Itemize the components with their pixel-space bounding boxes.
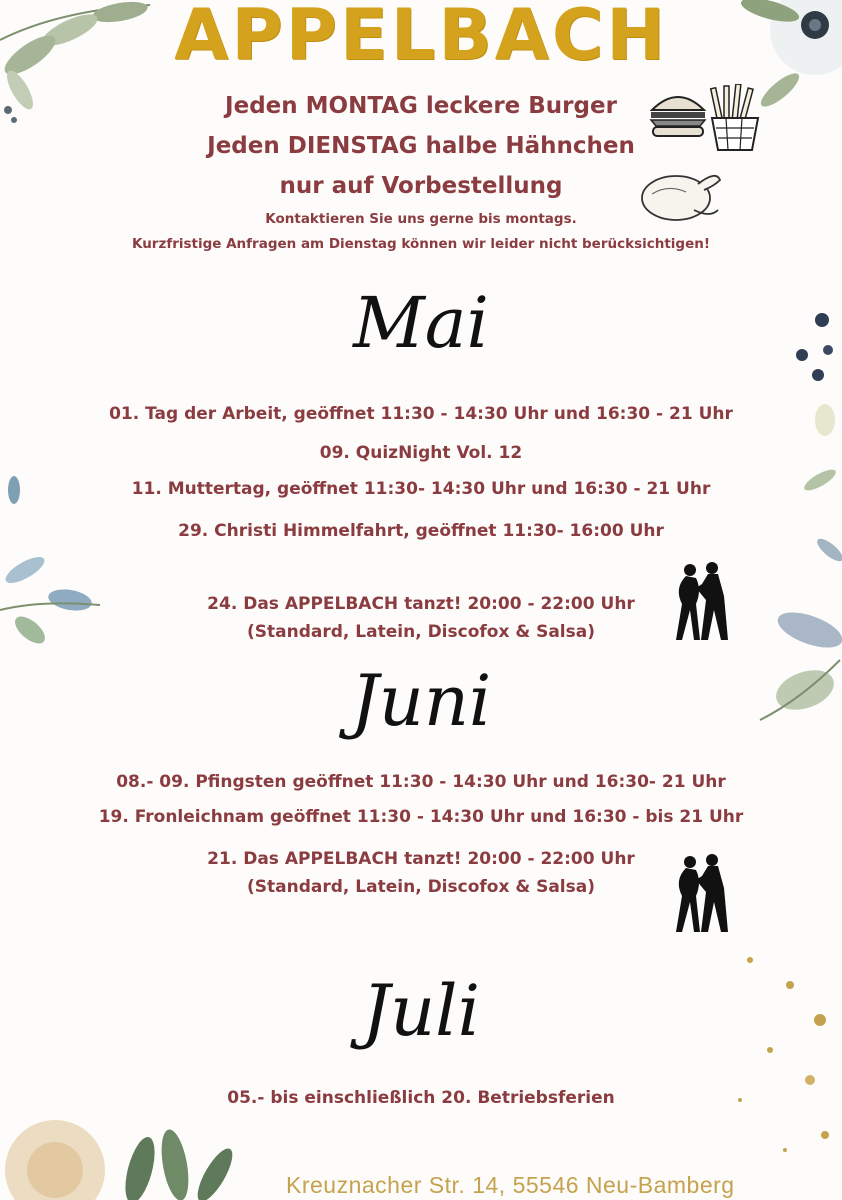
june-dance-styles: (Standard, Latein, Discofox & Salsa): [247, 877, 595, 897]
floral-bottom-left-decoration: [0, 1110, 260, 1200]
contact-note-line-2: Kurzfristige Anfragen am Dienstag können wir leider nicht berücksichtigen!: [131, 236, 711, 252]
restaurant-title: APPELBACH: [174, 0, 668, 76]
may-dance-styles: (Standard, Latein, Discofox & Salsa): [247, 622, 595, 642]
month-heading-may: Mai: [353, 282, 489, 364]
dancing-couple-icon: [668, 852, 734, 936]
month-heading-july: Juli: [362, 970, 480, 1052]
address: Kreuznacher Str. 14, 55546 Neu-Bamberg: [286, 1172, 735, 1198]
may-event-4: 29. Christi Himmelfahrt, geöffnet 11:30- 16:00 Uhr: [178, 521, 664, 541]
may-event-2: 09. QuizNight Vol. 12: [319, 443, 523, 463]
july-event-1: 05.- bis einschließlich 20. Betriebsferien: [227, 1088, 615, 1108]
june-event-1: 08.- 09. Pfingsten geöffnet 11:30 - 14:30 Uhr und 16:30- 21 Uhr: [116, 772, 726, 792]
promo-line-tuesday: Jeden DIENSTAG halbe Hähnchen: [207, 133, 635, 159]
fries-icon: [706, 84, 764, 152]
may-event-3: 11. Muttertag, geöffnet 11:30- 14:30 Uhr und 16:30 - 21 Uhr: [131, 479, 711, 499]
may-dance-event: 24. Das APPELBACH tanzt! 20:00 - 22:00 Uhr: [207, 594, 635, 614]
dancing-couple-icon: [668, 560, 734, 644]
burger-icon: [648, 88, 708, 138]
chicken-icon: [638, 160, 724, 224]
june-event-2: 19. Fronleichnam geöffnet 11:30 - 14:30 Uhr und 16:30 - bis 21 Uhr: [98, 807, 744, 827]
contact-note-line-1: Kontaktieren Sie uns gerne bis montags.: [265, 211, 577, 227]
may-event-1: 01. Tag der Arbeit, geöffnet 11:30 - 14:30 Uhr und 16:30 - 21 Uhr: [109, 404, 733, 424]
promo-line-preorder: nur auf Vorbestellung: [279, 173, 563, 199]
june-dance-event: 21. Das APPELBACH tanzt! 20:00 - 22:00 Uhr: [207, 849, 635, 869]
month-heading-june: Juni: [350, 660, 492, 742]
promo-line-monday: Jeden MONTAG leckere Burger: [225, 93, 617, 119]
